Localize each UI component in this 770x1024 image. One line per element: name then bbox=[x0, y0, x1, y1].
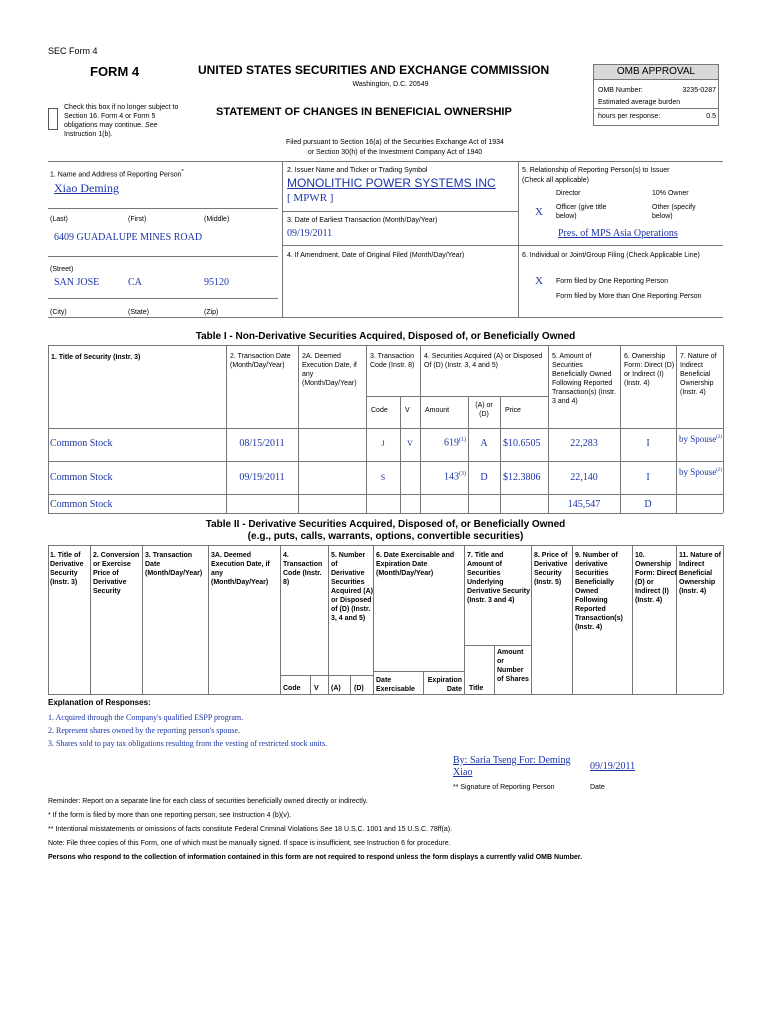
state-value: CA bbox=[128, 277, 142, 288]
earliest-transaction-date: 09/19/2011 bbox=[287, 228, 333, 239]
t1-sub-code: Code bbox=[371, 407, 388, 414]
t1-h4: 4. Securities Acquired (A) or Disposed Of (D) (Instr. 3, 4 and 5) bbox=[424, 353, 543, 369]
t1-sub-ad: (A) or (D) bbox=[475, 402, 493, 418]
box3-label: 3. Date of Earliest Transaction (Month/Day/Year) bbox=[287, 217, 438, 224]
last-label: (Last) bbox=[50, 216, 68, 223]
t1-r1-amount: 619$^{(1)}$ bbox=[444, 437, 466, 449]
note-4: Persons who respond to the collection of information contained in this form are not required to respond unless the form displays a currently valid OMB Number. bbox=[48, 854, 583, 861]
table1-title: Table I - Non-Derivative Securities Acquired, Disposed of, or Beneficially Owned bbox=[195, 331, 576, 342]
statement-title: STATEMENT OF CHANGES IN BENEFICIAL OWNERSHIP bbox=[216, 106, 512, 118]
t1-h2a: 2A. Deemed Execution Date, if any (Month/Day/Year) bbox=[302, 353, 357, 387]
t1-r2-amount: 143$^{(3)}$ bbox=[444, 471, 466, 483]
t1-r1-form: I bbox=[646, 438, 650, 449]
other-label: Other (specify below) bbox=[652, 204, 696, 220]
omb-burden-label: Estimated average burden bbox=[598, 99, 681, 106]
reminder: Reminder: Report on a separate line for each class of securities beneficially owned directly or indirectly. bbox=[48, 798, 368, 805]
first-label: (First) bbox=[128, 216, 147, 223]
more-person-label: Form filed by More than One Reporting Person bbox=[556, 293, 702, 300]
one-person-label: Form filed by One Reporting Person bbox=[556, 278, 669, 285]
filed-pursuant-1: Filed pursuant to Section 16(a) of the Securities Exchange Act of 1934 bbox=[286, 139, 504, 146]
street-label: (Street) bbox=[50, 266, 74, 273]
t2-h8: 8. Price of Derivative Security (Instr. 5) bbox=[534, 552, 568, 586]
t1-r2-date: 09/19/2011 bbox=[239, 472, 285, 483]
signature-date-label: Date bbox=[590, 784, 605, 791]
form-title: FORM 4 bbox=[90, 64, 140, 79]
t1-r1-code: J bbox=[381, 439, 385, 448]
t1-r2-code: S bbox=[380, 473, 386, 482]
ten-percent-label: 10% Owner bbox=[652, 190, 689, 197]
omb-number-label: OMB Number: bbox=[598, 87, 643, 94]
explanation-3: 3. Shares sold to pay tax obligations resulting from the vesting of restricted stock units. bbox=[48, 739, 328, 748]
t2-h5: 5. Number of Derivative Securities Acquired (A) or Disposed of (D) (Instr. 3, 4 and 5) bbox=[331, 552, 373, 622]
t2-h3: 3. Transaction Date (Month/Day/Year) bbox=[145, 552, 203, 577]
box6-label: 6. Individual or Joint/Group Filing (Check Applicable Line) bbox=[522, 252, 700, 259]
reporting-person-name: Xiao Deming bbox=[54, 181, 119, 195]
t1-h2: 2. Transaction Date (Month/Day/Year) bbox=[230, 353, 291, 369]
t2-h7: 7. Title and Amount of Securities Underlying Derivative Security (Instr. 3 and 4) bbox=[467, 552, 531, 604]
explanation-title: Explanation of Responses: bbox=[48, 698, 151, 707]
t1-r2-owned: 22,140 bbox=[570, 472, 598, 483]
omb-hours-label: hours per response: bbox=[598, 113, 661, 120]
t2-h2: 2. Conversion or Exercise Price of Derivative Security bbox=[93, 552, 140, 595]
signature-by: By: Saria Tseng For: Deming Xiao bbox=[453, 755, 571, 778]
t1-r2-nature: by Spouse$^{(2)}$ bbox=[679, 467, 723, 477]
street-value: 6409 GUADALUPE MINES ROAD bbox=[54, 232, 203, 243]
sec-form-label: SEC Form 4 bbox=[48, 46, 98, 56]
t2-sub-expiration: Expiration Date bbox=[427, 677, 462, 693]
t2-sub-exercisable: Date Exercisable bbox=[376, 677, 415, 693]
zip-label: (Zip) bbox=[204, 309, 219, 316]
officer-check-mark[interactable]: X bbox=[535, 206, 543, 218]
t2-h3a: 3A. Deemed Execution Date, if any (Month/Day/Year) bbox=[211, 552, 270, 586]
t1-r2-form: I bbox=[646, 472, 650, 483]
signature-date: 09/19/2011 bbox=[590, 761, 636, 772]
t2-h10: 10. Ownership Form: Direct (D) or Indirect (I) (Instr. 4) bbox=[635, 552, 677, 604]
t2-h9: 9. Number of derivative Securities Beneficially Owned Following Reported Transaction(s) (Instr. 4) bbox=[575, 552, 623, 631]
t1-h3: 3. Transaction Code (Instr. 8) bbox=[370, 353, 415, 369]
city-value: SAN JOSE bbox=[54, 277, 100, 288]
box5-sub: (Check all applicable) bbox=[522, 177, 589, 184]
omb-title: OMB APPROVAL bbox=[594, 65, 718, 79]
officer-label: Officer (give title below) bbox=[556, 204, 607, 220]
t1-r1-ad: A bbox=[480, 438, 488, 449]
t1-r1-price: $10.6505 bbox=[503, 438, 541, 449]
omb-hours: 0.5 bbox=[706, 113, 716, 120]
officer-title: Pres. of MPS Asia Operations bbox=[558, 228, 678, 239]
t1-sub-amount: Amount bbox=[425, 407, 450, 414]
omb-number: 3235-0287 bbox=[682, 87, 716, 94]
t1-r2-title: Common Stock bbox=[50, 472, 113, 483]
t1-r1-v: V bbox=[407, 439, 413, 448]
box4-label: 4. If Amendment, Date of Original Filed (Month/Day/Year) bbox=[287, 252, 465, 259]
one-person-check-mark[interactable]: X bbox=[535, 275, 543, 287]
t1-sub-v: V bbox=[405, 407, 410, 414]
table2-subtitle: (e.g., puts, calls, warrants, options, convertible securities) bbox=[247, 531, 524, 542]
t1-r1-owned: 22,283 bbox=[570, 438, 598, 449]
note-2: ** Intentional misstatements or omissions of facts constitute Federal Criminal Violations See 18 U.S.C. 1001 and 15 U.S.C. 78ff(a). bbox=[48, 826, 453, 833]
t1-h7: 7. Nature of Indirect Beneficial Ownership (Instr. 4) bbox=[680, 353, 717, 396]
t1-r2-price: $12.3806 bbox=[503, 472, 541, 483]
t1-r1-date: 08/15/2011 bbox=[239, 438, 285, 449]
table2-title: Table II - Derivative Securities Acquired, Disposed of, or Beneficially Owned bbox=[205, 519, 566, 530]
note-1: * If the form is filed by more than one reporting person, see Instruction 4 (b)(v). bbox=[48, 812, 292, 819]
t1-r1-nature: by Spouse$^{(2)}$ bbox=[679, 434, 723, 444]
note-3: Note: File three copies of this Form, one of which must be manually signed. If space is insufficient, see Instruction 6 for procedure. bbox=[48, 840, 451, 847]
no-longer-subject-checkbox[interactable] bbox=[48, 108, 58, 130]
explanation-2: 2. Represent shares owned by the reporting person's spouse. bbox=[48, 726, 241, 735]
t1-sub-price: Price bbox=[505, 407, 521, 414]
t2-h4: 4. Transaction Code (Instr. 8) bbox=[283, 552, 323, 586]
t1-h1: 1. Title of Security (Instr. 3) bbox=[51, 354, 141, 361]
box1-label: 1. Name and Address of Reporting Person* bbox=[50, 169, 184, 179]
t1-r3-form: D bbox=[644, 499, 652, 510]
t1-r2-ad: D bbox=[480, 472, 488, 483]
t1-r3-title: Common Stock bbox=[50, 499, 113, 510]
signature-label: ** Signature of Reporting Person bbox=[453, 784, 555, 791]
city-label: (City) bbox=[50, 309, 67, 316]
t2-h11: 11. Nature of Indirect Beneficial Ownership (Instr. 4) bbox=[679, 552, 722, 595]
state-label: (State) bbox=[128, 309, 150, 316]
ticker-symbol: [ MPWR ] bbox=[287, 192, 334, 204]
commission-title: UNITED STATES SECURITIES AND EXCHANGE COMMISSION bbox=[198, 63, 550, 77]
commission-address: Washington, D.C. 20549 bbox=[352, 81, 429, 88]
t2-sub-v: V bbox=[314, 685, 319, 692]
t1-h5: 5. Amount of Securities Beneficially Owned Following Reported Transaction(s) (Instr. 3 and 4) bbox=[552, 353, 616, 405]
t1-r3-owned: 145,547 bbox=[567, 499, 601, 510]
t2-sub-title: Title bbox=[469, 685, 484, 692]
issuer-name: MONOLITHIC POWER SYSTEMS INC bbox=[287, 176, 496, 190]
t2-h6: 6. Date Exercisable and Expiration Date (Month/Day/Year) bbox=[376, 552, 455, 577]
t2-h1: 1. Title of Derivative Security (Instr. 3) bbox=[50, 552, 84, 586]
t2-sub-amount: Amount or Number of Shares bbox=[497, 649, 529, 683]
t1-h6: 6. Ownership Form: Direct (D) or Indirect (I) (Instr. 4) bbox=[624, 353, 675, 387]
checkbox-text: Check this box if no longer subject to Section 16. Form 4 or Form 5 obligations may continue. See Instruction 1(b). bbox=[64, 104, 179, 138]
t2-sub-code: Code bbox=[283, 685, 301, 692]
t1-r1-title: Common Stock bbox=[50, 438, 113, 449]
explanation-1: 1. Acquired through the Company's qualified ESPP program. bbox=[48, 713, 244, 722]
t2-sub-a: (A) bbox=[331, 685, 341, 692]
zip-value: 95120 bbox=[204, 277, 229, 288]
filed-pursuant-2: or Section 30(h) of the Investment Company Act of 1940 bbox=[307, 149, 483, 156]
box5-label: 5. Relationship of Reporting Person(s) to Issuer bbox=[522, 167, 670, 174]
director-label: Director bbox=[556, 190, 581, 197]
t2-sub-d: (D) bbox=[354, 685, 364, 692]
box2-label: 2. Issuer Name and Ticker or Trading Symbol bbox=[287, 167, 428, 174]
middle-label: (Middle) bbox=[204, 216, 230, 223]
